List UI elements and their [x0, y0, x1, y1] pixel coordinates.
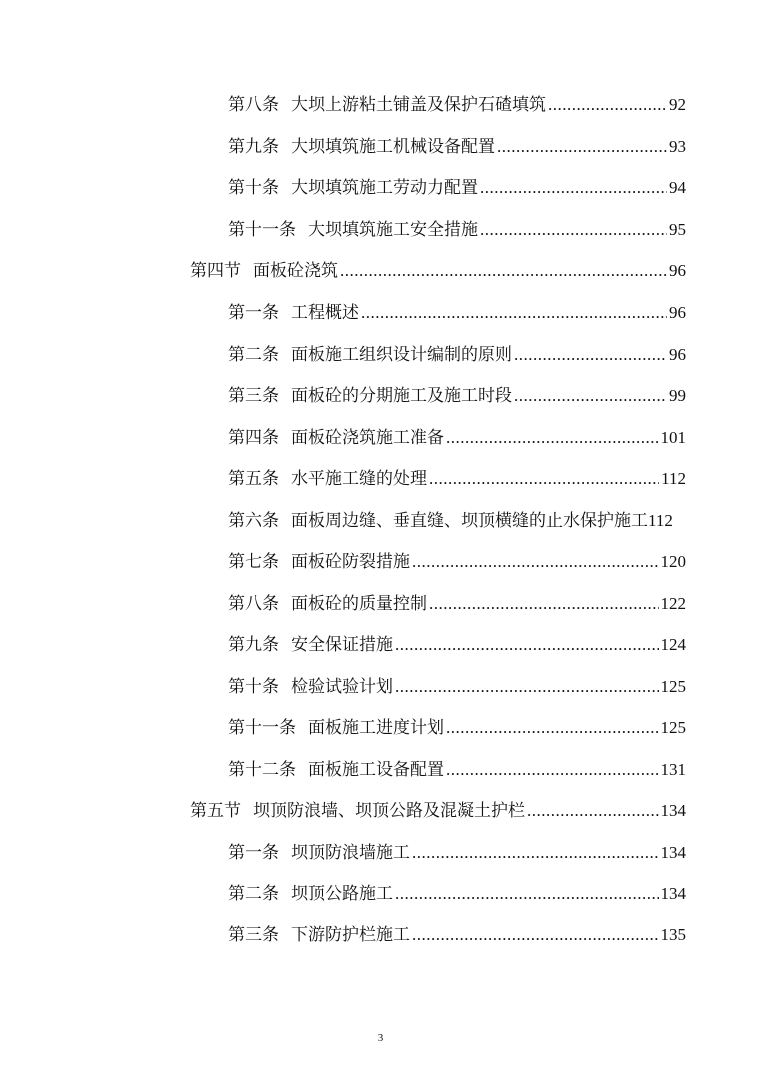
toc-entry[interactable]	[228, 381, 686, 411]
toc-entry-page: 112	[648, 511, 673, 530]
toc-entry[interactable]	[228, 838, 686, 868]
toc-entry-title: 大坝填筑施工安全措施	[308, 220, 478, 240]
toc-entry-page: 112	[661, 469, 686, 488]
toc-entry-title: 水平施工缝的处理	[291, 469, 427, 489]
toc-section-page: 134	[660, 801, 686, 820]
toc-entry-page: 92	[669, 95, 686, 114]
toc-entry[interactable]	[228, 672, 686, 702]
toc-entry-page: 134	[660, 843, 686, 862]
toc-section[interactable]	[190, 256, 686, 286]
toc-section-title: 坝顶防浪墙、坝顶公路及混凝土护栏	[253, 801, 525, 821]
toc-entry-title: 面板施工组织设计编制的原则	[291, 345, 512, 365]
toc-entry[interactable]	[228, 547, 686, 577]
toc-entry[interactable]	[228, 920, 686, 950]
toc-entry-page: 134	[660, 884, 686, 903]
toc-section-number: 第五节	[190, 801, 241, 821]
toc-entry[interactable]	[228, 589, 686, 619]
toc-entry-number: 第四条	[228, 428, 279, 448]
toc-entry-number: 第一条	[228, 843, 279, 863]
toc-leader-dots	[514, 340, 667, 370]
toc-leader-dots	[497, 132, 667, 162]
toc-entry-page: 95	[669, 220, 686, 239]
toc-entry-page: 120	[660, 552, 686, 571]
toc-entry-page: 122	[660, 594, 686, 613]
toc-entry-title: 面板施工设备配置	[308, 760, 444, 780]
toc-entry-number: 第六条	[228, 511, 279, 531]
toc-entry[interactable]	[228, 879, 686, 909]
toc-leader-dots	[446, 423, 659, 453]
toc-leader-dots	[446, 713, 659, 743]
toc-entry-title: 工程概述	[291, 303, 359, 323]
toc-leader-dots	[480, 173, 667, 203]
toc-leader-dots	[395, 672, 659, 702]
toc-section[interactable]	[190, 796, 686, 826]
toc-leader-dots	[429, 589, 659, 619]
toc-entry-title: 大坝填筑施工机械设备配置	[291, 137, 495, 157]
toc-entry[interactable]	[228, 298, 686, 328]
toc-entry-title: 检验试验计划	[291, 677, 393, 697]
toc-entry-title: 坝顶防浪墙施工	[291, 843, 410, 863]
toc-entry[interactable]	[228, 423, 686, 453]
toc-entry-title: 面板砼的质量控制	[291, 594, 427, 614]
toc-entry[interactable]	[228, 630, 686, 660]
toc-entry-number: 第七条	[228, 552, 279, 572]
toc-entry-title: 下游防护栏施工	[291, 925, 410, 945]
toc-entry[interactable]	[228, 713, 686, 743]
toc-entry-page: 96	[669, 345, 686, 364]
toc-entry-title: 安全保证措施	[291, 635, 393, 655]
toc-entry-title: 面板周边缝、垂直缝、坝顶横缝的止水保护施工	[291, 511, 648, 531]
toc-entry-number: 第十条	[228, 677, 279, 697]
toc-leader-dots	[527, 796, 659, 826]
toc-entry-title: 大坝填筑施工劳动力配置	[291, 178, 478, 198]
toc-leader-dots	[548, 90, 667, 120]
toc-section-number: 第四节	[190, 261, 241, 281]
toc-leader-dots	[480, 215, 667, 245]
toc-entry[interactable]	[228, 173, 686, 203]
toc-entry-page: 135	[660, 925, 686, 944]
toc-entry-number: 第十一条	[228, 220, 296, 240]
toc-entry[interactable]	[228, 755, 686, 785]
toc-entry-number: 第二条	[228, 345, 279, 365]
toc-entry-page: 125	[660, 718, 686, 737]
toc-entry-number: 第九条	[228, 635, 279, 655]
toc-entry-page: 94	[669, 178, 686, 197]
toc-entry-number: 第五条	[228, 469, 279, 489]
toc-entry-page: 99	[669, 386, 686, 405]
toc-entry-page: 101	[660, 428, 686, 447]
toc-entry-number: 第二条	[228, 884, 279, 904]
toc-entry[interactable]	[228, 506, 728, 536]
toc-leader-dots	[446, 755, 659, 785]
toc-entry-page: 124	[660, 635, 686, 654]
toc-entry-number: 第九条	[228, 137, 279, 157]
toc-leader-dots	[395, 879, 659, 909]
toc-leader-dots	[395, 630, 659, 660]
toc-entry[interactable]	[228, 132, 686, 162]
toc-entry-number: 第八条	[228, 594, 279, 614]
page-number: 3	[377, 1032, 384, 1044]
toc-entry-title: 面板砼浇筑施工准备	[291, 428, 444, 448]
toc-leader-dots	[412, 920, 659, 950]
toc-entry-page: 96	[669, 303, 686, 322]
toc-entry-page: 131	[660, 760, 686, 779]
toc-entry[interactable]	[228, 90, 686, 120]
toc-leader-dots	[412, 547, 659, 577]
toc-leader-dots	[412, 838, 659, 868]
toc-leader-dots	[340, 256, 667, 286]
toc-entry-title: 面板施工进度计划	[308, 718, 444, 738]
toc-entry[interactable]	[228, 464, 686, 494]
toc-entry-title: 大坝上游粘土铺盖及保护石碴填筑	[291, 95, 546, 115]
toc-section-page: 96	[669, 261, 686, 280]
toc-entry[interactable]	[228, 215, 686, 245]
toc-section-title: 面板砼浇筑	[253, 261, 338, 281]
toc-entry-number: 第八条	[228, 95, 279, 115]
toc-entry-page: 93	[669, 137, 686, 156]
toc-entry-number: 第一条	[228, 303, 279, 323]
toc-entry-number: 第三条	[228, 925, 279, 945]
toc-entry-page: 125	[660, 677, 686, 696]
toc-entry-title: 坝顶公路施工	[291, 884, 393, 904]
toc-leader-dots	[514, 381, 667, 411]
toc-entry-title: 面板砼的分期施工及施工时段	[291, 386, 512, 406]
toc-leader-dots	[429, 464, 659, 494]
toc-entry-number: 第十条	[228, 178, 279, 198]
toc-entry-number: 第三条	[228, 386, 279, 406]
toc-entry-title: 面板砼防裂措施	[291, 552, 410, 572]
toc-entry-number: 第十二条	[228, 760, 296, 780]
toc-entry[interactable]	[228, 340, 686, 370]
toc-leader-dots	[361, 298, 667, 328]
toc-entry-number: 第十一条	[228, 718, 296, 738]
